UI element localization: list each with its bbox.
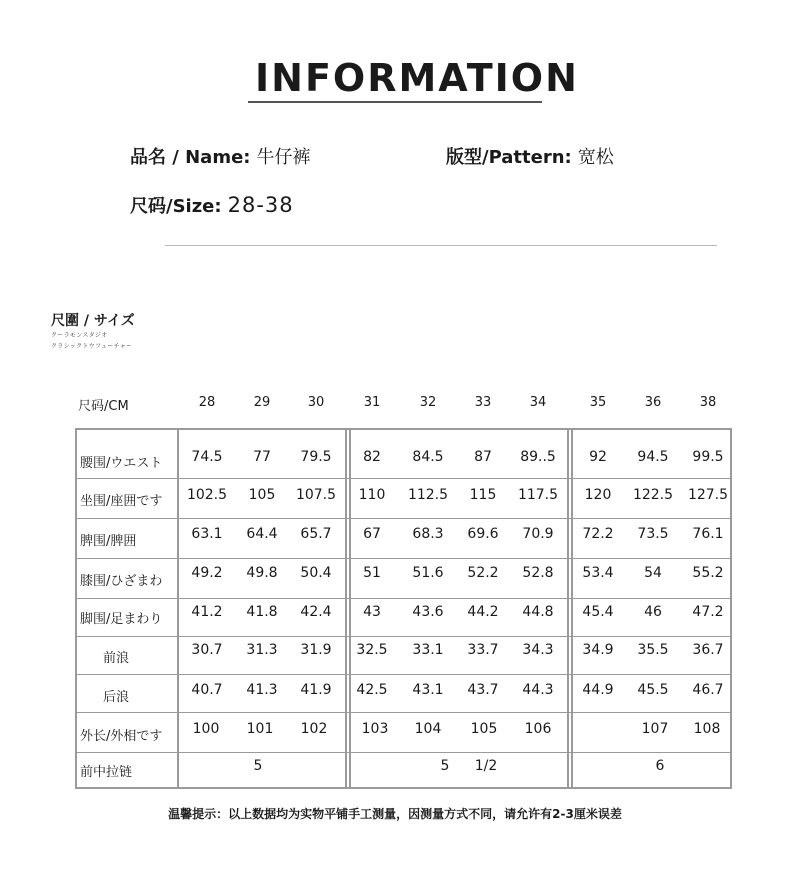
table-cell: 40.7: [191, 682, 223, 698]
size-value: 28-38: [227, 193, 294, 217]
table-cell: 49.2: [191, 565, 223, 581]
table-cell: 79.5: [300, 449, 332, 465]
table-row-divider: [75, 598, 732, 599]
table-row-divider: [75, 636, 732, 637]
size-header-cell: 29: [253, 395, 271, 410]
table-cell: 49.8: [246, 565, 278, 581]
table-cell: 55.2: [692, 565, 724, 581]
chart-subtitle-2: クラシックトウフューチャー: [51, 343, 133, 350]
table-row-divider: [75, 712, 732, 713]
row-label: 腰围/ウエスト: [80, 456, 163, 471]
table-cell: 34.3: [522, 642, 554, 658]
size-header-cell: 34: [529, 395, 547, 410]
pattern-label: 版型/Pattern:: [446, 147, 572, 168]
table-cell: 35.5: [637, 642, 669, 658]
size-header-cell: 36: [644, 395, 662, 410]
size-header-cell: 35: [589, 395, 607, 410]
table-row-divider: [75, 752, 732, 753]
table-cell: 105: [248, 487, 276, 503]
row-label: 外长/外相です: [80, 729, 163, 744]
row-label: 膝围/ひざまわ: [80, 574, 163, 589]
table-cell: 44.9: [582, 682, 614, 698]
table-cell: 101: [246, 721, 274, 737]
table-cell: 72.2: [582, 526, 614, 542]
table-cell: 84.5: [412, 449, 444, 465]
row-label: 前浪: [103, 651, 130, 666]
table-cell: 43.7: [467, 682, 499, 698]
table-cell: 127.5: [687, 487, 729, 503]
table-cell: 67: [363, 526, 381, 542]
table-cell: 45.5: [637, 682, 669, 698]
name-value: 牛仔裤: [256, 147, 311, 168]
size-header-cell: 31: [363, 395, 381, 410]
table-cell: 32.5: [356, 642, 388, 658]
table-cell: 104: [414, 721, 442, 737]
size-info: [130, 192, 294, 218]
table-cell: 44.3: [522, 682, 554, 698]
size-header-cell: 30: [307, 395, 325, 410]
table-cell: 54: [644, 565, 662, 581]
table-row-divider: [75, 478, 732, 479]
zipper-cell: 1/2: [474, 758, 498, 774]
table-cell: 41.9: [300, 682, 332, 698]
zipper-cell: 6: [655, 758, 665, 774]
table-cell: 108: [693, 721, 721, 737]
table-cell: 41.2: [191, 604, 223, 620]
table-cell: 34.9: [582, 642, 614, 658]
table-cell: 89..5: [520, 449, 556, 465]
table-cell: 92: [589, 449, 607, 465]
row-label: 坐围/座囲です: [80, 494, 163, 509]
table-cell: 52.8: [522, 565, 554, 581]
chart-subtitle-1: クーラモンスタジオ: [51, 332, 108, 339]
table-cell: 45.4: [582, 604, 614, 620]
table-cell: 120: [584, 487, 612, 503]
table-cell: 33.7: [467, 642, 499, 658]
table-cell: 51: [363, 565, 381, 581]
table-cell: 50.4: [300, 565, 332, 581]
row-label: 脾围/脾囲: [80, 534, 137, 549]
name-label: 品名 / Name:: [130, 147, 251, 168]
table-cell: 36.7: [692, 642, 724, 658]
row-label: 脚围/足まわり: [80, 612, 163, 627]
table-cell: 33.1: [412, 642, 444, 658]
table-cell: 51.6: [412, 565, 444, 581]
table-row-divider: [75, 558, 732, 559]
table-cell: 52.2: [467, 565, 499, 581]
table-cell: 65.7: [300, 526, 332, 542]
table-cell: 76.1: [692, 526, 724, 542]
table-cell: 41.8: [246, 604, 278, 620]
table-cell: 115: [469, 487, 497, 503]
size-label: 尺码/Size:: [130, 196, 222, 217]
table-cell: 69.6: [467, 526, 499, 542]
size-header-cell: 28: [198, 395, 216, 410]
table-cell: 77: [253, 449, 271, 465]
page-title: INFORMATION: [255, 56, 579, 100]
title-underline: [248, 101, 542, 103]
table-cell: 46: [644, 604, 662, 620]
zipper-cell: 5: [440, 758, 450, 774]
table-cell: 117.5: [517, 487, 559, 503]
size-header-cell: 38: [699, 395, 717, 410]
table-cell: 112.5: [407, 487, 449, 503]
table-cell: 42.4: [300, 604, 332, 620]
measurement-note: 温馨提示：以上数据均为实物平铺手工测量，因测量方式不同，请允许有2-3厘米误差: [168, 807, 622, 821]
table-cell: 43.1: [412, 682, 444, 698]
table-cell: 73.5: [637, 526, 669, 542]
size-header-cell: 33: [474, 395, 492, 410]
size-header-cell: 32: [419, 395, 437, 410]
table-cell: 102.5: [186, 487, 228, 503]
table-cell: 122.5: [632, 487, 674, 503]
table-cell: 102: [300, 721, 328, 737]
zipper-cell: 5: [253, 758, 263, 774]
table-cell: 31.3: [246, 642, 278, 658]
row-label: 后浪: [103, 690, 130, 705]
pattern-value: 宽松: [577, 147, 614, 168]
table-cell: 41.3: [246, 682, 278, 698]
pattern-info: [446, 143, 614, 169]
table-cell: 31.9: [300, 642, 332, 658]
chart-heading: 尺圍 / サイズ: [51, 313, 135, 329]
table-cell: 87: [474, 449, 492, 465]
table-cell: 44.2: [467, 604, 499, 620]
table-cell: 107: [641, 721, 669, 737]
table-cell: 105: [470, 721, 498, 737]
table-cell: 74.5: [191, 449, 223, 465]
table-cell: 99.5: [692, 449, 724, 465]
section-divider: [165, 245, 717, 246]
table-cell: 43: [363, 604, 381, 620]
zipper-label: 前中拉链: [80, 765, 133, 780]
table-cell: 53.4: [582, 565, 614, 581]
table-cell: 30.7: [191, 642, 223, 658]
name-info: [130, 143, 310, 169]
table-cell: 64.4: [246, 526, 278, 542]
table-cell: 103: [361, 721, 389, 737]
table-cell: 44.8: [522, 604, 554, 620]
table-cell: 68.3: [412, 526, 444, 542]
table-cell: 110: [358, 487, 386, 503]
table-cell: 46.7: [692, 682, 724, 698]
table-cell: 43.6: [412, 604, 444, 620]
table-row-divider: [75, 518, 732, 519]
table-cell: 63.1: [191, 526, 223, 542]
table-cell: 100: [192, 721, 220, 737]
table-cell: 82: [363, 449, 381, 465]
table-cell: 47.2: [692, 604, 724, 620]
size-header-label: 尺码/CM: [78, 399, 129, 414]
table-cell: 42.5: [356, 682, 388, 698]
table-cell: 106: [524, 721, 552, 737]
table-row-divider: [75, 674, 732, 675]
table-cell: 94.5: [637, 449, 669, 465]
table-cell: 70.9: [522, 526, 554, 542]
table-cell: 107.5: [295, 487, 337, 503]
